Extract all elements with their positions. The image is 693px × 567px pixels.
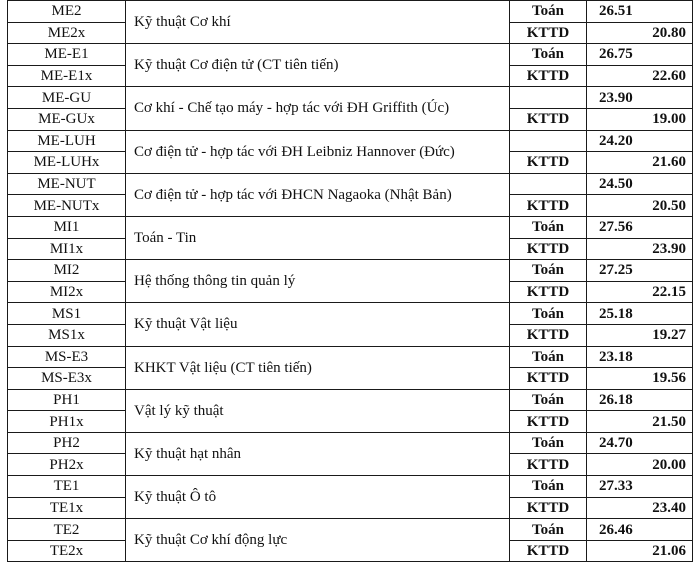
program-name: Cơ khí - Chế tạo máy - hợp tác với ĐH Griffith (Úc) xyxy=(126,87,510,130)
program-code: TE2x xyxy=(8,540,126,562)
exam-type: KTTD xyxy=(510,195,587,217)
cutoff-score: 23.90 xyxy=(587,238,693,260)
admission-scores-table xyxy=(7,0,693,562)
table-row xyxy=(8,216,693,238)
exam-type xyxy=(510,173,587,195)
program-code: TE2 xyxy=(8,519,126,541)
program-code: TE1 xyxy=(8,476,126,498)
program-name: Kỹ thuật Vật liệu xyxy=(126,303,510,346)
program-code: MI1 xyxy=(8,216,126,238)
table-row xyxy=(8,44,693,66)
program-code: PH1 xyxy=(8,389,126,411)
table-row xyxy=(8,389,693,411)
exam-type: Toán xyxy=(510,346,587,368)
program-code: MS1x xyxy=(8,324,126,346)
program-name: Kỹ thuật Cơ điện tử (CT tiên tiến) xyxy=(126,44,510,87)
cutoff-score: 21.60 xyxy=(587,152,693,174)
program-code: MI2x xyxy=(8,281,126,303)
program-name: Kỹ thuật Cơ khí động lực xyxy=(126,519,510,562)
cutoff-score: 23.18 xyxy=(587,346,693,368)
exam-type: KTTD xyxy=(510,368,587,390)
table-row xyxy=(8,476,693,498)
table-row xyxy=(8,303,693,325)
program-code: ME-E1 xyxy=(8,44,126,66)
table-row xyxy=(8,173,693,195)
exam-type: Toán xyxy=(510,303,587,325)
table-row xyxy=(8,87,693,109)
program-code: MI1x xyxy=(8,238,126,260)
exam-type: KTTD xyxy=(510,108,587,130)
table-body xyxy=(8,1,693,562)
table-row xyxy=(8,260,693,282)
cutoff-score: 23.40 xyxy=(587,497,693,519)
exam-type: Toán xyxy=(510,216,587,238)
program-code: PH1x xyxy=(8,411,126,433)
program-code: ME-NUT xyxy=(8,173,126,195)
exam-type: Toán xyxy=(510,260,587,282)
exam-type: KTTD xyxy=(510,324,587,346)
cutoff-score: 19.27 xyxy=(587,324,693,346)
cutoff-score: 26.46 xyxy=(587,519,693,541)
program-name: Cơ điện tử - hợp tác với ĐH Leibniz Hannover (Đức) xyxy=(126,130,510,173)
program-code: ME-NUTx xyxy=(8,195,126,217)
program-code: ME-GU xyxy=(8,87,126,109)
cutoff-score: 20.80 xyxy=(587,22,693,44)
program-code: PH2 xyxy=(8,432,126,454)
table-row xyxy=(8,432,693,454)
exam-type: Toán xyxy=(510,432,587,454)
program-code: TE1x xyxy=(8,497,126,519)
exam-type: KTTD xyxy=(510,411,587,433)
cutoff-score: 22.60 xyxy=(587,65,693,87)
cutoff-score: 20.50 xyxy=(587,195,693,217)
cutoff-score: 21.06 xyxy=(587,540,693,562)
cutoff-score: 24.20 xyxy=(587,130,693,152)
program-name: Vật lý kỹ thuật xyxy=(126,389,510,432)
table-row xyxy=(8,130,693,152)
program-name: Hệ thống thông tin quản lý xyxy=(126,260,510,303)
program-code: ME-GUx xyxy=(8,108,126,130)
exam-type: Toán xyxy=(510,44,587,66)
exam-type: Toán xyxy=(510,389,587,411)
exam-type: KTTD xyxy=(510,454,587,476)
exam-type: Toán xyxy=(510,476,587,498)
cutoff-score: 21.50 xyxy=(587,411,693,433)
cutoff-score: 24.70 xyxy=(587,432,693,454)
program-name: Kỹ thuật hạt nhân xyxy=(126,432,510,475)
program-code: PH2x xyxy=(8,454,126,476)
exam-type xyxy=(510,130,587,152)
program-name: Toán - Tin xyxy=(126,216,510,259)
exam-type: KTTD xyxy=(510,152,587,174)
program-code: MS-E3 xyxy=(8,346,126,368)
cutoff-score: 26.75 xyxy=(587,44,693,66)
cutoff-score: 19.00 xyxy=(587,108,693,130)
table-row xyxy=(8,519,693,541)
cutoff-score: 27.25 xyxy=(587,260,693,282)
cutoff-score: 24.50 xyxy=(587,173,693,195)
program-name: Cơ điện tử - hợp tác với ĐHCN Nagaoka (Nhật Bản) xyxy=(126,173,510,216)
program-code: MS-E3x xyxy=(8,368,126,390)
cutoff-score: 19.56 xyxy=(587,368,693,390)
program-code: ME2x xyxy=(8,22,126,44)
table-row xyxy=(8,346,693,368)
exam-type: KTTD xyxy=(510,238,587,260)
exam-type: KTTD xyxy=(510,65,587,87)
cutoff-score: 23.90 xyxy=(587,87,693,109)
cutoff-score: 20.00 xyxy=(587,454,693,476)
exam-type: Toán xyxy=(510,1,587,23)
exam-type: KTTD xyxy=(510,22,587,44)
program-code: ME-E1x xyxy=(8,65,126,87)
program-code: ME-LUH xyxy=(8,130,126,152)
table-row xyxy=(8,1,693,23)
program-name: Kỹ thuật Ô tô xyxy=(126,476,510,519)
cutoff-score: 26.51 xyxy=(587,1,693,23)
cutoff-score: 22.15 xyxy=(587,281,693,303)
program-code: MI2 xyxy=(8,260,126,282)
program-name: KHKT Vật liệu (CT tiên tiến) xyxy=(126,346,510,389)
program-code: ME2 xyxy=(8,1,126,23)
cutoff-score: 27.33 xyxy=(587,476,693,498)
exam-type: Toán xyxy=(510,519,587,541)
cutoff-score: 27.56 xyxy=(587,216,693,238)
cutoff-score: 26.18 xyxy=(587,389,693,411)
exam-type: KTTD xyxy=(510,281,587,303)
program-code: MS1 xyxy=(8,303,126,325)
exam-type xyxy=(510,87,587,109)
exam-type: KTTD xyxy=(510,497,587,519)
cutoff-score: 25.18 xyxy=(587,303,693,325)
program-name: Kỹ thuật Cơ khí xyxy=(126,1,510,44)
exam-type: KTTD xyxy=(510,540,587,562)
program-code: ME-LUHx xyxy=(8,152,126,174)
